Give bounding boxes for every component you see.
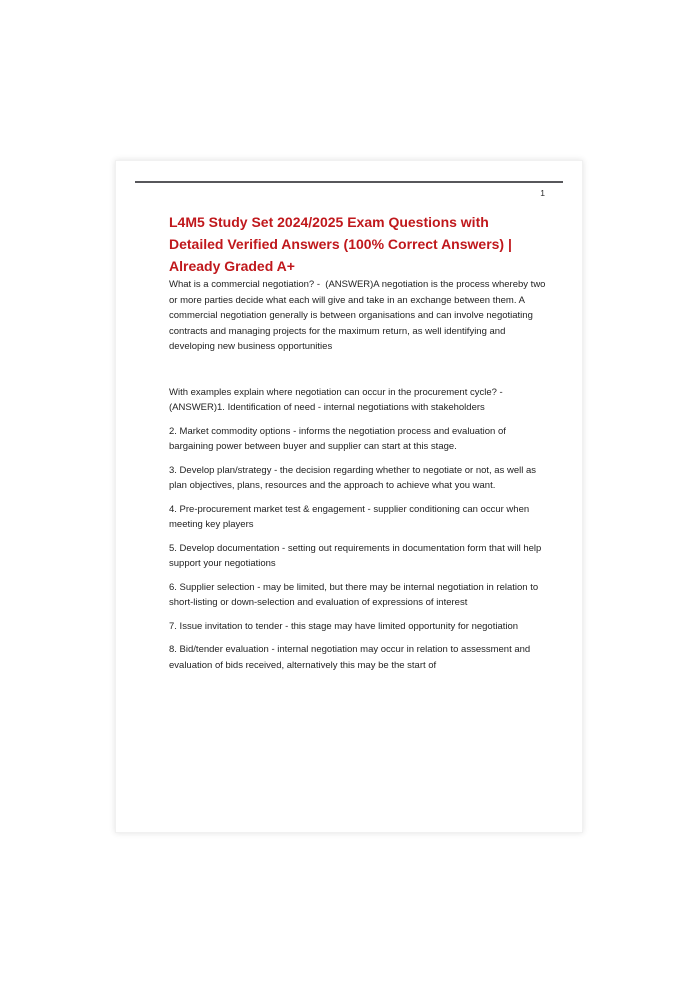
doc-paragraph: 7. Issue invitation to tender - this stage may have limited opportunity for negotiation xyxy=(169,620,519,632)
doc-paragraph: 5. Develop documentation - setting out requirements in documentation form that will help support your negotiations xyxy=(169,542,544,569)
doc-paragraph: What is a commercial negotiation? - (ANSWER)A negotiation is the process whereby two or more parties decide what each will give and take in an exchange between them. A commercial negotiation generally is between organisations and can involve negotiating contracts and managing projects for the maximum return, as well identifying and developing new business opportunities xyxy=(169,279,549,352)
document-title: L4M5 Study Set 2024/2025 Exam Questions with Detailed Verified Answers (100% Correct Answers) | Already Graded A+ xyxy=(169,214,512,274)
header-rule xyxy=(135,181,563,183)
page-content xyxy=(169,211,547,681)
document-page xyxy=(115,160,583,833)
doc-paragraph: 8. Bid/tender evaluation - internal negotiation may occur in relation to assessment and evaluation of bids received, alternatively this may be the start of xyxy=(169,644,533,671)
doc-paragraph: 6. Supplier selection - may be limited, but there may be internal negotiation in relation to short-listing or down-selection and evaluation of expressions of interest xyxy=(169,581,541,608)
doc-paragraph: 4. Pre-procurement market test & engagement - supplier conditioning can occur when meeting key players xyxy=(169,503,532,530)
doc-paragraph: With examples explain where negotiation can occur in the procurement cycle? - (ANSWER)1. Identification of need - internal negotiations with stakeholders xyxy=(169,386,506,413)
doc-paragraph: 3. Develop plan/strategy - the decision regarding whether to negotiate or not, as well as plan objectives, plans, resources and the approach to achieve what you want. xyxy=(169,464,539,491)
doc-paragraph: 2. Market commodity options - informs the negotiation process and evaluation of bargaining power between buyer and supplier can start at this stage. xyxy=(169,425,509,452)
page-number: 1 xyxy=(540,188,545,198)
